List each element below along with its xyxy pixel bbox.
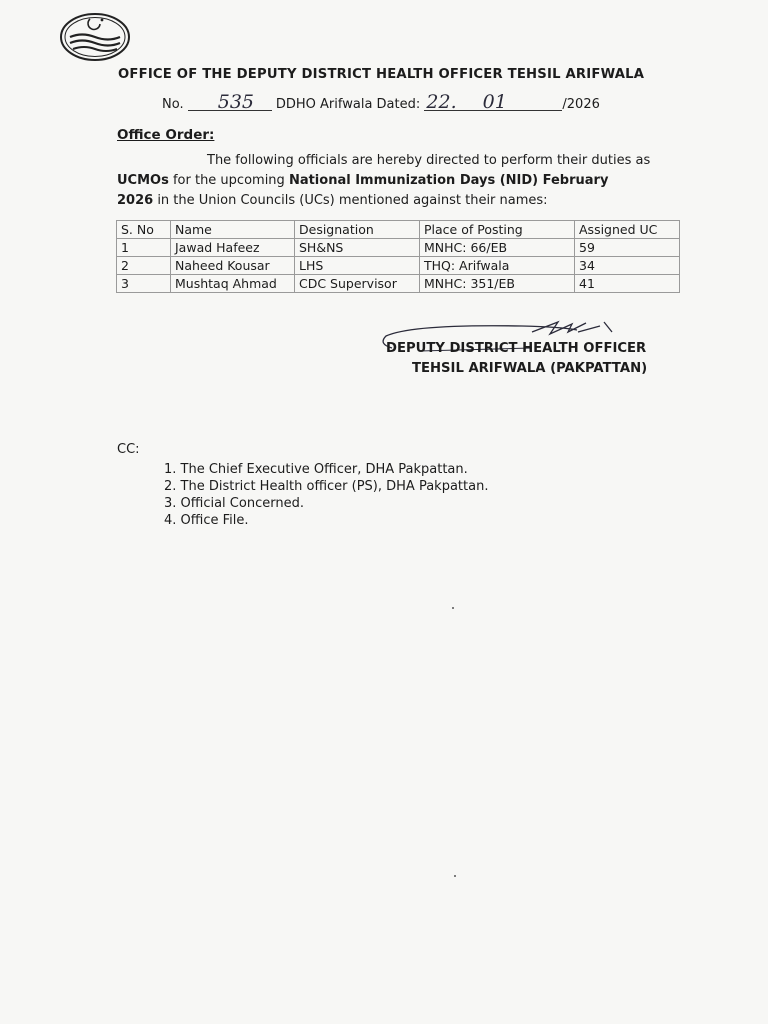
para-year: 2026 xyxy=(117,193,154,208)
speck xyxy=(452,607,454,609)
office-title: OFFICE OF THE DEPUTY DISTRICT HEALTH OFFICER TEHSIL ARIFWALA xyxy=(118,67,645,82)
cell-sno: 3 xyxy=(117,275,171,293)
cell-sno: 2 xyxy=(117,257,171,275)
cell-sno: 1 xyxy=(117,239,171,257)
header-uc: Assigned UC xyxy=(575,221,680,239)
list-item: 3. Official Concerned. xyxy=(164,496,304,511)
para-ucmos: UCMOs xyxy=(117,173,169,188)
order-heading: Office Order: xyxy=(117,127,215,143)
ref-date-handwritten xyxy=(424,91,562,113)
speck xyxy=(454,875,456,877)
para-line-1: The following officials are hereby directed to perform their duties as xyxy=(207,153,651,168)
cell-posting: MNHC: 351/EB xyxy=(420,275,575,293)
order-paragraph xyxy=(117,151,677,211)
ref-year: /2026 xyxy=(562,97,600,112)
officials-table xyxy=(116,220,680,293)
cell-uc: 59 xyxy=(575,239,680,257)
ref-number-handwritten: 535 xyxy=(188,94,272,111)
header-posting: Place of Posting xyxy=(420,221,575,239)
cell-uc: 41 xyxy=(575,275,680,293)
list-item: 4. Office File. xyxy=(164,513,249,528)
cell-designation: SH&NS xyxy=(295,239,420,257)
ref-month: 01 xyxy=(482,91,507,113)
cell-designation: LHS xyxy=(295,257,420,275)
cell-posting: THQ: Arifwala xyxy=(420,257,575,275)
para-nid: National Immunization Days (NID) February xyxy=(288,173,609,188)
header-name: Name xyxy=(171,221,295,239)
signature-subtitle: TEHSIL ARIFWALA (PAKPATTAN) xyxy=(412,361,648,376)
ref-middle: DDHO Arifwala Dated: xyxy=(275,97,421,112)
signature-title: DEPUTY DISTRICT HEALTH OFFICER xyxy=(386,341,647,356)
ref-prefix: No. xyxy=(162,97,184,112)
header-sno: S. No xyxy=(117,221,171,239)
reference-line xyxy=(162,91,600,113)
table-header-row xyxy=(117,221,680,239)
list-item: 1. The Chief Executive Officer, DHA Pakpattan. xyxy=(164,462,468,477)
cell-name: Naheed Kousar xyxy=(171,257,295,275)
cell-uc: 34 xyxy=(575,257,680,275)
table-row xyxy=(117,239,680,257)
ref-day: 22. xyxy=(426,91,457,113)
table-row xyxy=(117,275,680,293)
para-line-3: in the Union Councils (UCs) mentioned against their names: xyxy=(153,193,548,208)
cell-posting: MNHC: 66/EB xyxy=(420,239,575,257)
header-designation: Designation xyxy=(295,221,420,239)
cc-list xyxy=(164,461,488,529)
cc-label: CC: xyxy=(117,442,140,457)
para-line-2: for the upcoming xyxy=(168,173,289,188)
cell-name: Mushtaq Ahmad xyxy=(171,275,295,293)
table-row xyxy=(117,257,680,275)
punjab-government-logo-icon xyxy=(58,8,132,62)
cell-designation: CDC Supervisor xyxy=(295,275,420,293)
list-item: 2. The District Health officer (PS), DHA Pakpattan. xyxy=(164,479,489,494)
cell-name: Jawad Hafeez xyxy=(171,239,295,257)
